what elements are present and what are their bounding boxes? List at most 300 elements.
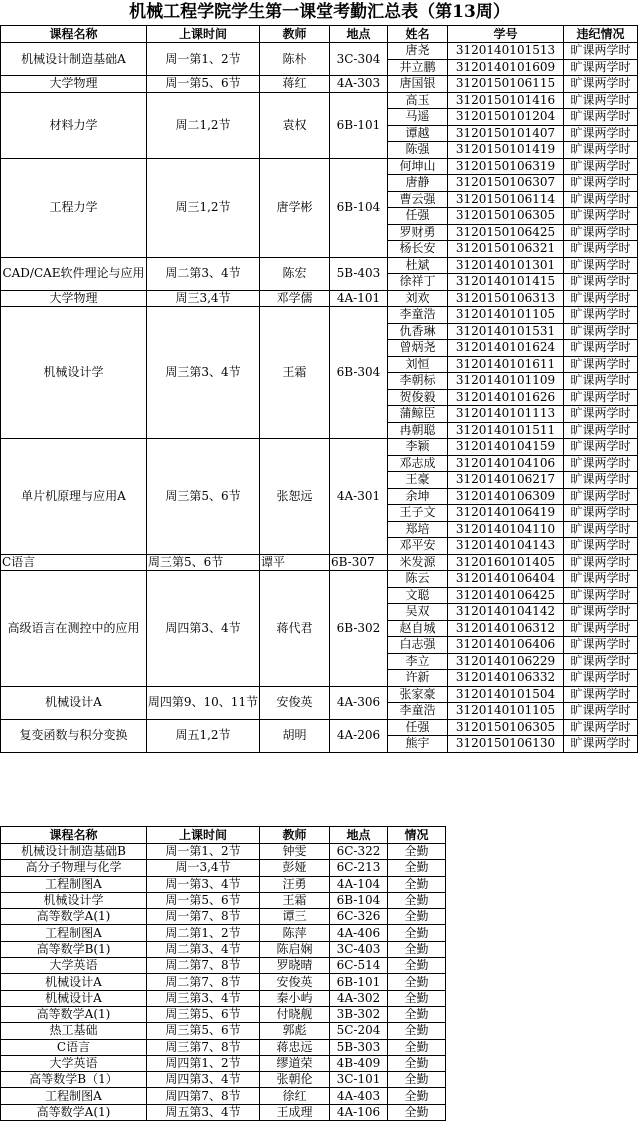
status-cell: 旷课两学时 xyxy=(564,653,638,670)
student-name-cell: 吴双 xyxy=(388,604,448,621)
student-name-cell: 唐静 xyxy=(388,175,448,192)
course-cell: 高等数学B（1） xyxy=(1,1072,147,1088)
student-name-cell: 曾炳尧 xyxy=(388,340,448,357)
header-status: 违纪情况 xyxy=(564,26,638,43)
status-cell: 旷课两学时 xyxy=(564,340,638,357)
course-cell: 单片机原理与应用A xyxy=(1,439,147,555)
time-cell: 周四第7、8节 xyxy=(147,1088,260,1104)
room-cell: 6C-326 xyxy=(330,909,388,925)
attendance-table-body xyxy=(1,844,446,1121)
status-cell: 全勤 xyxy=(388,1023,446,1039)
status-cell: 全勤 xyxy=(388,958,446,974)
table-row xyxy=(1,719,638,736)
student-id-cell: 3120150106305 xyxy=(448,208,564,225)
table-row xyxy=(1,158,638,175)
status-cell: 旷课两学时 xyxy=(564,505,638,522)
teacher-cell: 陈启娴 xyxy=(260,941,330,957)
room-cell: 6C-322 xyxy=(330,844,388,860)
student-name-cell: 罗财勇 xyxy=(388,224,448,241)
room-cell: 3C-403 xyxy=(330,941,388,957)
student-name-cell: 刘欢 xyxy=(388,290,448,307)
student-id-cell: 3120140106312 xyxy=(448,620,564,637)
header-student-id: 学号 xyxy=(448,26,564,43)
student-name-cell: 邓志成 xyxy=(388,455,448,472)
room-cell: 6B-302 xyxy=(330,571,388,687)
status-cell: 旷课两学时 xyxy=(564,389,638,406)
student-name-cell: 杨长安 xyxy=(388,241,448,258)
student-id-cell: 3120150106307 xyxy=(448,175,564,192)
table-row xyxy=(1,876,446,892)
status-cell: 旷课两学时 xyxy=(564,719,638,736)
student-name-cell: 任强 xyxy=(388,208,448,225)
student-name-cell: 徐祥丁 xyxy=(388,274,448,291)
course-cell: 大学物理 xyxy=(1,290,147,307)
time-cell: 周一第5、6节 xyxy=(147,892,260,908)
teacher-cell: 钟雯 xyxy=(260,844,330,860)
status-cell: 旷课两学时 xyxy=(564,620,638,637)
status-cell: 旷课两学时 xyxy=(564,703,638,720)
time-cell: 周三第5、6节 xyxy=(147,1023,260,1039)
table-row xyxy=(1,860,446,876)
time-cell: 周四第1、2节 xyxy=(147,1055,260,1071)
teacher-cell: 罗晓晴 xyxy=(260,958,330,974)
student-id-cell: 3120140101611 xyxy=(448,356,564,373)
time-cell: 周三第5、6节 xyxy=(147,1006,260,1022)
time-cell: 周二1,2节 xyxy=(147,92,260,158)
teacher-cell: 陈宏 xyxy=(260,257,330,290)
student-id-cell: 3120140104110 xyxy=(448,521,564,538)
header-course: 课程名称 xyxy=(1,26,147,43)
student-name-cell: 蒲鲸臣 xyxy=(388,406,448,423)
student-id-cell: 3120150106305 xyxy=(448,719,564,736)
time-cell: 周四第3、4节 xyxy=(147,571,260,687)
absence-table-body xyxy=(1,43,638,753)
student-name-cell: 刘恒 xyxy=(388,356,448,373)
status-cell: 全勤 xyxy=(388,974,446,990)
status-cell: 全勤 xyxy=(388,941,446,957)
room-cell: 4A-302 xyxy=(330,990,388,1006)
room-cell: 4A-403 xyxy=(330,1088,388,1104)
table-row xyxy=(1,1088,446,1104)
table-row xyxy=(1,571,638,588)
teacher-cell: 袁权 xyxy=(260,92,330,158)
teacher-cell: 张恕远 xyxy=(260,439,330,555)
room-cell: 6B-104 xyxy=(330,158,388,257)
room-cell: 6B-304 xyxy=(330,307,388,439)
table-row xyxy=(1,925,446,941)
room-cell: 4A-206 xyxy=(330,719,388,752)
student-name-cell: 李朝标 xyxy=(388,373,448,390)
header-room: 地点 xyxy=(330,827,388,844)
student-id-cell: 3120140104106 xyxy=(448,455,564,472)
status-cell: 旷课两学时 xyxy=(564,439,638,456)
status-cell: 全勤 xyxy=(388,990,446,1006)
time-cell: 周三1,2节 xyxy=(147,158,260,257)
status-cell: 旷课两学时 xyxy=(564,191,638,208)
course-cell: 复变函数与积分变换 xyxy=(1,719,147,752)
status-cell: 旷课两学时 xyxy=(564,488,638,505)
time-cell: 周一3,4节 xyxy=(147,860,260,876)
header-course: 课程名称 xyxy=(1,827,147,844)
header-name: 姓名 xyxy=(388,26,448,43)
teacher-cell: 蒋代君 xyxy=(260,571,330,687)
time-cell: 周三第5、6节 xyxy=(147,554,260,571)
course-cell: 材料力学 xyxy=(1,92,147,158)
table-row xyxy=(1,686,638,703)
status-cell: 旷课两学时 xyxy=(564,587,638,604)
teacher-cell: 陈朴 xyxy=(260,43,330,76)
status-cell: 全勤 xyxy=(388,909,446,925)
time-cell: 周二第3、4节 xyxy=(147,257,260,290)
student-id-cell: 3120160101405 xyxy=(448,554,564,571)
table-row xyxy=(1,257,638,274)
status-cell: 旷课两学时 xyxy=(564,356,638,373)
status-cell: 旷课两学时 xyxy=(564,373,638,390)
table-row xyxy=(1,43,638,60)
time-cell: 周四第9、10、11节 xyxy=(147,686,260,719)
teacher-cell: 彭娅 xyxy=(260,860,330,876)
room-cell: 6B-101 xyxy=(330,92,388,158)
student-id-cell: 3120140106217 xyxy=(448,472,564,489)
student-id-cell: 3120140101105 xyxy=(448,703,564,720)
header-time: 上课时间 xyxy=(147,827,260,844)
student-name-cell: 李童浩 xyxy=(388,703,448,720)
student-id-cell: 3120140106309 xyxy=(448,488,564,505)
teacher-cell: 陈萍 xyxy=(260,925,330,941)
table-row xyxy=(1,1006,446,1022)
teacher-cell: 郭彪 xyxy=(260,1023,330,1039)
student-id-cell: 3120140106404 xyxy=(448,571,564,588)
student-name-cell: 任强 xyxy=(388,719,448,736)
student-id-cell: 3120140106419 xyxy=(448,505,564,522)
teacher-cell: 徐红 xyxy=(260,1088,330,1104)
status-cell: 旷课两学时 xyxy=(564,538,638,555)
status-cell: 旷课两学时 xyxy=(564,736,638,753)
time-cell: 周五1,2节 xyxy=(147,719,260,752)
status-cell: 全勤 xyxy=(388,1088,446,1104)
student-name-cell: 曹云强 xyxy=(388,191,448,208)
student-name-cell: 文聪 xyxy=(388,587,448,604)
absence-table xyxy=(0,25,638,753)
teacher-cell: 蒋红 xyxy=(260,76,330,93)
teacher-cell: 胡明 xyxy=(260,719,330,752)
student-name-cell: 何坤山 xyxy=(388,158,448,175)
student-id-cell: 3120140104143 xyxy=(448,538,564,555)
course-cell: 大学物理 xyxy=(1,76,147,93)
student-id-cell: 3120150106130 xyxy=(448,736,564,753)
status-cell: 旷课两学时 xyxy=(564,241,638,258)
course-cell: 机械设计A xyxy=(1,974,147,990)
student-name-cell: 唐国银 xyxy=(388,76,448,93)
status-cell: 旷课两学时 xyxy=(564,158,638,175)
room-cell: 4A-106 xyxy=(330,1104,388,1120)
room-cell: 6B-104 xyxy=(330,892,388,908)
student-id-cell: 3120140104159 xyxy=(448,439,564,456)
student-name-cell: 仇香琳 xyxy=(388,323,448,340)
status-cell: 旷课两学时 xyxy=(564,59,638,76)
student-name-cell: 王子文 xyxy=(388,505,448,522)
student-id-cell: 3120150101204 xyxy=(448,109,564,126)
status-cell: 旷课两学时 xyxy=(564,208,638,225)
student-id-cell: 3120140101105 xyxy=(448,307,564,324)
status-cell: 全勤 xyxy=(388,1072,446,1088)
room-cell: 4B-409 xyxy=(330,1055,388,1071)
status-cell: 旷课两学时 xyxy=(564,406,638,423)
course-cell: 机械设计学 xyxy=(1,892,147,908)
time-cell: 周二第1、2节 xyxy=(147,925,260,941)
teacher-cell: 谭平 xyxy=(260,554,330,571)
status-cell: 旷课两学时 xyxy=(564,307,638,324)
student-id-cell: 3120140106332 xyxy=(448,670,564,687)
table-row xyxy=(1,1039,446,1055)
time-cell: 周三3,4节 xyxy=(147,290,260,307)
status-cell: 旷课两学时 xyxy=(564,455,638,472)
status-cell: 旷课两学时 xyxy=(564,604,638,621)
student-id-cell: 3120150106321 xyxy=(448,241,564,258)
student-id-cell: 3120150106425 xyxy=(448,224,564,241)
room-cell: 3C-304 xyxy=(330,43,388,76)
student-name-cell: 贺俊毅 xyxy=(388,389,448,406)
status-cell: 旷课两学时 xyxy=(564,472,638,489)
student-id-cell: 3120150101416 xyxy=(448,92,564,109)
course-cell: 机械设计制造基础B xyxy=(1,844,147,860)
table-row xyxy=(1,892,446,908)
table-row xyxy=(1,844,446,860)
room-cell: 6B-101 xyxy=(330,974,388,990)
table-row xyxy=(1,307,638,324)
student-name-cell: 郑培 xyxy=(388,521,448,538)
table-row xyxy=(1,1072,446,1088)
course-cell: 高等数学A(1) xyxy=(1,1006,147,1022)
student-id-cell: 3120150106313 xyxy=(448,290,564,307)
student-name-cell: 冉朝聪 xyxy=(388,422,448,439)
table-row xyxy=(1,958,446,974)
room-cell: 4A-101 xyxy=(330,290,388,307)
teacher-cell: 安俊英 xyxy=(260,686,330,719)
student-name-cell: 赵自城 xyxy=(388,620,448,637)
student-id-cell: 3120140101531 xyxy=(448,323,564,340)
status-cell: 旷课两学时 xyxy=(564,43,638,60)
header-status: 情况 xyxy=(388,827,446,844)
teacher-cell: 张朝伦 xyxy=(260,1072,330,1088)
room-cell: 5B-403 xyxy=(330,257,388,290)
student-name-cell: 白志强 xyxy=(388,637,448,654)
status-cell: 旷课两学时 xyxy=(564,92,638,109)
room-cell: 3C-101 xyxy=(330,1072,388,1088)
table-row xyxy=(1,1023,446,1039)
course-cell: 高级语言在测控中的应用 xyxy=(1,571,147,687)
course-cell: C语言 xyxy=(1,1039,147,1055)
time-cell: 周五第3、4节 xyxy=(147,1104,260,1120)
time-cell: 周三第3、4节 xyxy=(147,307,260,439)
student-name-cell: 马遥 xyxy=(388,109,448,126)
student-id-cell: 3120140101113 xyxy=(448,406,564,423)
header-teacher: 教师 xyxy=(260,827,330,844)
status-cell: 旷课两学时 xyxy=(564,637,638,654)
status-cell: 全勤 xyxy=(388,925,446,941)
status-cell: 旷课两学时 xyxy=(564,224,638,241)
status-cell: 全勤 xyxy=(388,844,446,860)
room-cell: 6C-514 xyxy=(330,958,388,974)
time-cell: 周三第3、4节 xyxy=(147,990,260,1006)
teacher-cell: 缪道荣 xyxy=(260,1055,330,1071)
page-title: 机械工程学院学生第一课堂考勤汇总表（第13周） xyxy=(129,2,510,22)
student-name-cell: 井立鹏 xyxy=(388,59,448,76)
course-cell: 工程制图A xyxy=(1,925,147,941)
student-id-cell: 3120140106425 xyxy=(448,587,564,604)
time-cell: 周二第7、8节 xyxy=(147,958,260,974)
status-cell: 全勤 xyxy=(388,1006,446,1022)
student-id-cell: 3120140106229 xyxy=(448,653,564,670)
teacher-cell: 汪勇 xyxy=(260,876,330,892)
teacher-cell: 付晓舰 xyxy=(260,1006,330,1022)
room-cell: 4A-301 xyxy=(330,439,388,555)
status-cell: 全勤 xyxy=(388,1055,446,1071)
room-cell: 4A-306 xyxy=(330,686,388,719)
student-id-cell: 3120140101504 xyxy=(448,686,564,703)
absence-header-row xyxy=(1,26,638,43)
student-name-cell: 李立 xyxy=(388,653,448,670)
table-row xyxy=(1,1055,446,1071)
status-cell: 旷课两学时 xyxy=(564,554,638,571)
status-cell: 旷课两学时 xyxy=(564,274,638,291)
student-id-cell: 3120150106115 xyxy=(448,76,564,93)
status-cell: 全勤 xyxy=(388,1104,446,1120)
table-row xyxy=(1,974,446,990)
student-id-cell: 3120140104142 xyxy=(448,604,564,621)
teacher-cell: 唐学彬 xyxy=(260,158,330,257)
table-row xyxy=(1,554,638,571)
room-cell: 5B-303 xyxy=(330,1039,388,1055)
room-cell: 4A-406 xyxy=(330,925,388,941)
table-row xyxy=(1,290,638,307)
status-cell: 旷课两学时 xyxy=(564,521,638,538)
status-cell: 全勤 xyxy=(388,1039,446,1055)
status-cell: 旷课两学时 xyxy=(564,125,638,142)
status-cell: 旷课两学时 xyxy=(564,686,638,703)
student-id-cell: 3120140101109 xyxy=(448,373,564,390)
time-cell: 周一第1、2节 xyxy=(147,43,260,76)
course-cell: 机械设计A xyxy=(1,990,147,1006)
student-id-cell: 3120140101624 xyxy=(448,340,564,357)
status-cell: 旷课两学时 xyxy=(564,142,638,159)
student-name-cell: 高玉 xyxy=(388,92,448,109)
table-row xyxy=(1,909,446,925)
status-cell: 全勤 xyxy=(388,892,446,908)
room-cell: 3B-302 xyxy=(330,1006,388,1022)
time-cell: 周一第1、2节 xyxy=(147,844,260,860)
student-id-cell: 3120140101609 xyxy=(448,59,564,76)
student-id-cell: 3120140101301 xyxy=(448,257,564,274)
status-cell: 旷课两学时 xyxy=(564,323,638,340)
status-cell: 全勤 xyxy=(388,876,446,892)
student-id-cell: 3120140106406 xyxy=(448,637,564,654)
student-id-cell: 3120140101511 xyxy=(448,422,564,439)
time-cell: 周三第7、8节 xyxy=(147,1039,260,1055)
course-cell: 高等数学A(1) xyxy=(1,1104,147,1120)
table-row xyxy=(1,92,638,109)
room-cell: 6B-307 xyxy=(330,554,388,571)
course-cell: 大学英语 xyxy=(1,1055,147,1071)
header-time: 上课时间 xyxy=(147,26,260,43)
student-name-cell: 张家豪 xyxy=(388,686,448,703)
room-cell: 4A-104 xyxy=(330,876,388,892)
student-id-cell: 3120140101513 xyxy=(448,43,564,60)
student-name-cell: 陈云 xyxy=(388,571,448,588)
status-cell: 旷课两学时 xyxy=(564,670,638,687)
teacher-cell: 谭三 xyxy=(260,909,330,925)
student-id-cell: 3120140101415 xyxy=(448,274,564,291)
student-name-cell: 熊宇 xyxy=(388,736,448,753)
time-cell: 周一第7、8节 xyxy=(147,909,260,925)
student-name-cell: 米发源 xyxy=(388,554,448,571)
student-name-cell: 王豪 xyxy=(388,472,448,489)
course-cell: 高分子物理与化学 xyxy=(1,860,147,876)
course-cell: 机械设计学 xyxy=(1,307,147,439)
status-cell: 旷课两学时 xyxy=(564,76,638,93)
student-name-cell: 余坤 xyxy=(388,488,448,505)
teacher-cell: 邓学儒 xyxy=(260,290,330,307)
course-cell: 工程力学 xyxy=(1,158,147,257)
room-cell: 6C-213 xyxy=(330,860,388,876)
course-cell: 机械设计制造基础A xyxy=(1,43,147,76)
student-name-cell: 陈强 xyxy=(388,142,448,159)
student-name-cell: 李颖 xyxy=(388,439,448,456)
course-cell: 工程制图A xyxy=(1,876,147,892)
time-cell: 周一第5、6节 xyxy=(147,76,260,93)
table-row xyxy=(1,990,446,1006)
student-name-cell: 谭越 xyxy=(388,125,448,142)
header-teacher: 教师 xyxy=(260,26,330,43)
student-id-cell: 3120150101407 xyxy=(448,125,564,142)
course-cell: 工程制图A xyxy=(1,1088,147,1104)
course-cell: C语言 xyxy=(1,554,147,571)
attendance-header-row xyxy=(1,827,446,844)
course-cell: CAD/CAE软件理论与应用 xyxy=(1,257,147,290)
table-row xyxy=(1,76,638,93)
status-cell: 旷课两学时 xyxy=(564,175,638,192)
teacher-cell: 秦小屿 xyxy=(260,990,330,1006)
time-cell: 周二第7、8节 xyxy=(147,974,260,990)
time-cell: 周二第3、4节 xyxy=(147,941,260,957)
table-row xyxy=(1,439,638,456)
status-cell: 旷课两学时 xyxy=(564,109,638,126)
student-id-cell: 3120150101419 xyxy=(448,142,564,159)
time-cell: 周一第3、4节 xyxy=(147,876,260,892)
course-cell: 热工基础 xyxy=(1,1023,147,1039)
status-cell: 全勤 xyxy=(388,860,446,876)
teacher-cell: 蒋忠远 xyxy=(260,1039,330,1055)
table-row xyxy=(1,1104,446,1120)
status-cell: 旷课两学时 xyxy=(564,257,638,274)
status-cell: 旷课两学时 xyxy=(564,571,638,588)
teacher-cell: 王成理 xyxy=(260,1104,330,1120)
time-cell: 周三第5、6节 xyxy=(147,439,260,555)
student-id-cell: 3120140101626 xyxy=(448,389,564,406)
header-room: 地点 xyxy=(330,26,388,43)
teacher-cell: 王霜 xyxy=(260,892,330,908)
course-cell: 高等数学A(1) xyxy=(1,909,147,925)
course-cell: 机械设计A xyxy=(1,686,147,719)
course-cell: 大学英语 xyxy=(1,958,147,974)
student-id-cell: 3120150106319 xyxy=(448,158,564,175)
room-cell: 5C-204 xyxy=(330,1023,388,1039)
table-row xyxy=(1,941,446,957)
student-name-cell: 李童浩 xyxy=(388,307,448,324)
student-name-cell: 邓平安 xyxy=(388,538,448,555)
status-cell: 旷课两学时 xyxy=(564,290,638,307)
student-name-cell: 杜斌 xyxy=(388,257,448,274)
